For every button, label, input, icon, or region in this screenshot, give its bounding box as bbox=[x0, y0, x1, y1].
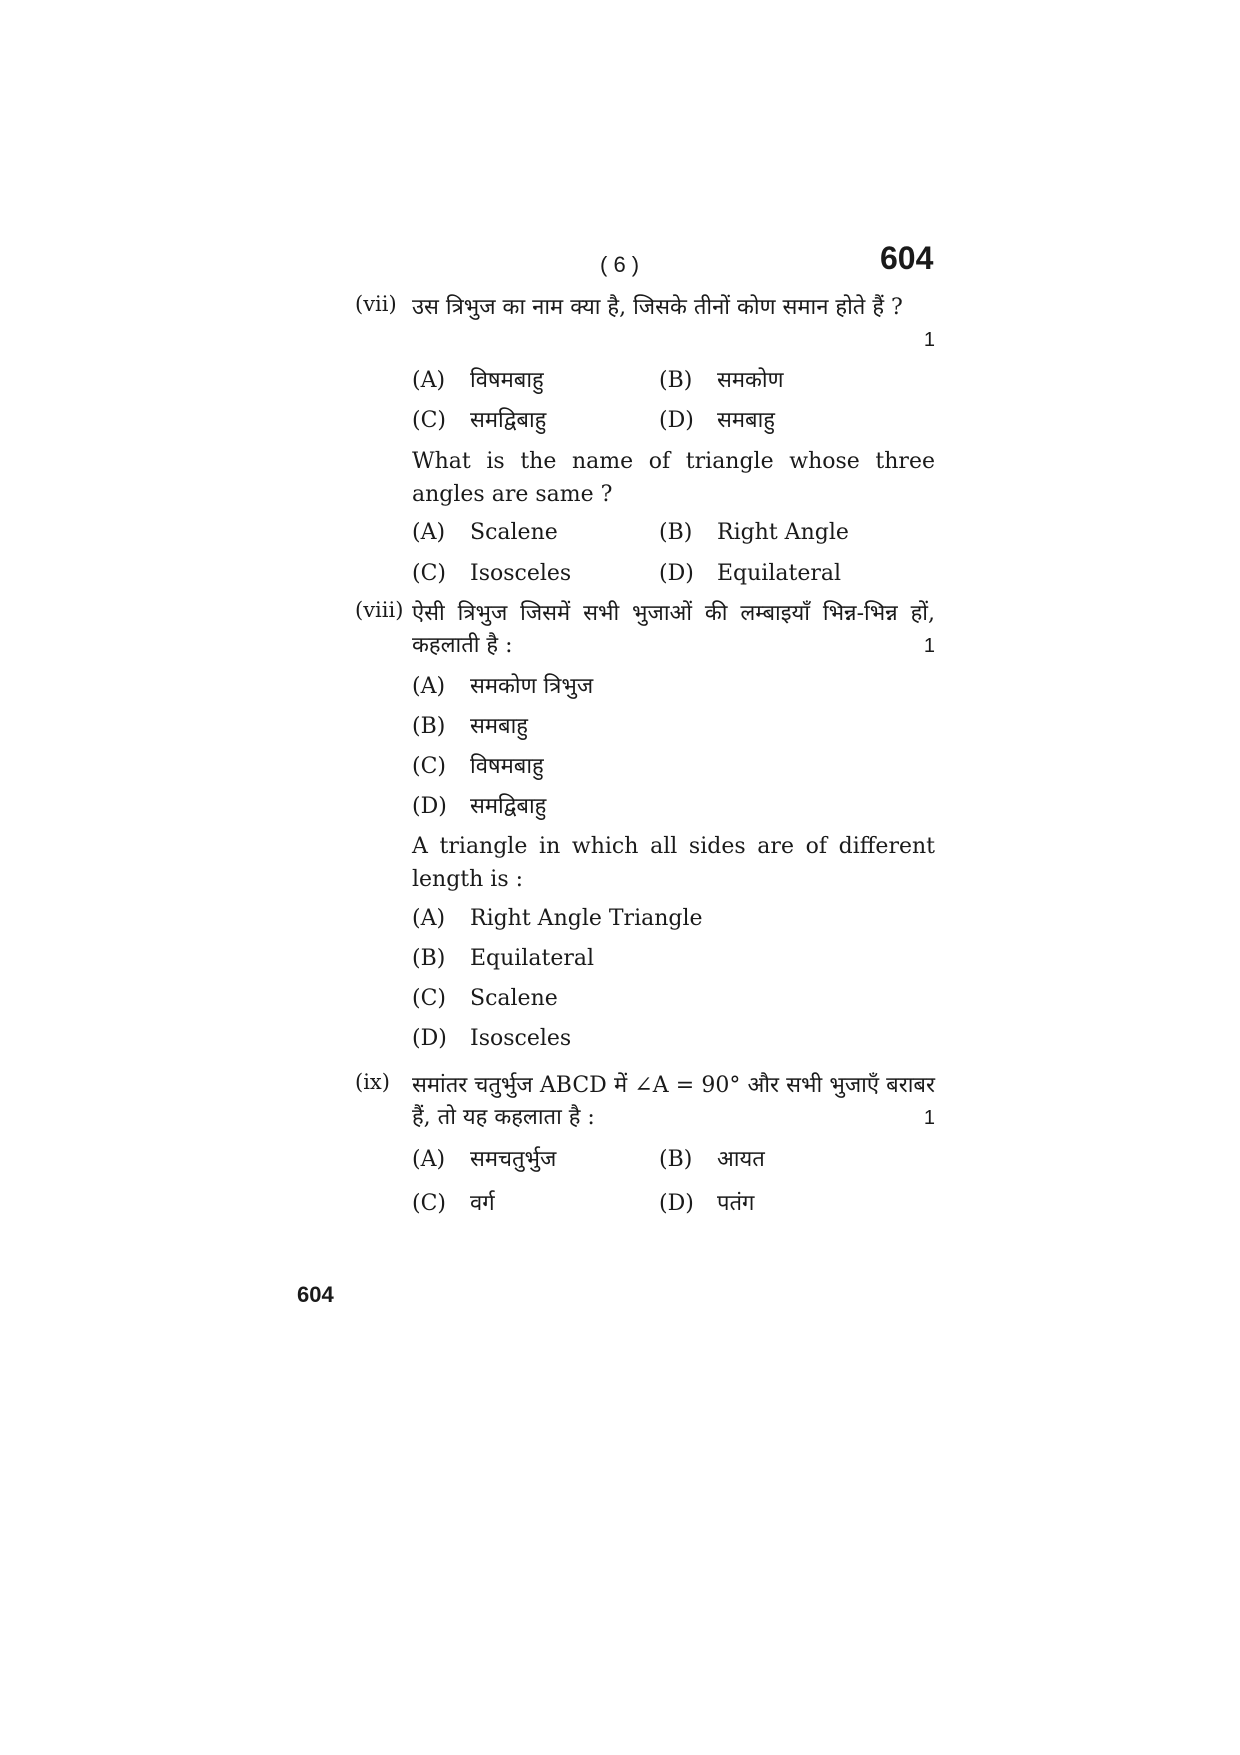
question-text-english: What is the name of triangle whose three angles are same ? bbox=[412, 449, 935, 507]
option-d: (D) Isosceles bbox=[412, 1026, 572, 1051]
question-vii bbox=[355, 292, 935, 351]
question-number: (ix) bbox=[355, 1070, 390, 1094]
option-c: (C) समद्विबाहु bbox=[412, 408, 547, 433]
paper-code-bottom: 604 bbox=[297, 1282, 334, 1307]
option-d: (D) पतंग bbox=[659, 1191, 755, 1216]
option-a: (A) Right Angle Triangle bbox=[412, 906, 703, 931]
option-a: (A) समकोण त्रिभुज bbox=[412, 674, 594, 699]
question-text-hindi: समांतर चतुर्भुज ABCD में ∠A = 90° और सभी भुजाएँ बराबर हैं, तो यह कहलाता है : bbox=[412, 1073, 935, 1130]
option-b: (B) आयत bbox=[659, 1147, 765, 1172]
option-a: (A) विषमबाहु bbox=[412, 368, 544, 393]
question-viii bbox=[355, 598, 935, 662]
option-b: (B) Equilateral bbox=[412, 946, 595, 971]
option-a: (A) Scalene bbox=[412, 520, 558, 545]
marks: 1 bbox=[923, 329, 935, 351]
option-c: (C) Scalene bbox=[412, 986, 558, 1011]
option-c: (C) विषमबाहु bbox=[412, 754, 544, 779]
option-b: (B) Right Angle bbox=[659, 520, 849, 545]
option-b: (B) समबाहु bbox=[412, 714, 528, 739]
question-ix bbox=[355, 1070, 935, 1134]
option-c: (C) वर्ग bbox=[412, 1191, 495, 1216]
option-a: (A) समचतुर्भुज bbox=[412, 1147, 557, 1172]
option-d: (D) समबाहु bbox=[659, 408, 775, 433]
page-number: ( 6 ) bbox=[600, 252, 640, 277]
option-d: (D) Equilateral bbox=[659, 561, 842, 586]
question-number: (vii) bbox=[355, 292, 397, 316]
option-d: (D) समद्विबाहु bbox=[412, 794, 547, 819]
marks: 1 bbox=[923, 635, 935, 657]
option-c: (C) Isosceles bbox=[412, 561, 572, 586]
question-text-english: A triangle in which all sides are of different length is : bbox=[412, 834, 935, 892]
paper-code-top: 604 bbox=[880, 240, 934, 276]
question-number: (viii) bbox=[355, 598, 404, 622]
question-text-hindi: उस त्रिभुज का नाम क्या है, जिसके तीनों कोण समान होते हैं ? bbox=[412, 295, 903, 320]
option-b: (B) समकोण bbox=[659, 368, 784, 393]
question-text-hindi: ऐसी त्रिभुज जिसमें सभी भुजाओं की लम्बाइयाँ भिन्न-भिन्न हों, कहलाती है : bbox=[412, 601, 935, 658]
marks: 1 bbox=[923, 1107, 935, 1129]
